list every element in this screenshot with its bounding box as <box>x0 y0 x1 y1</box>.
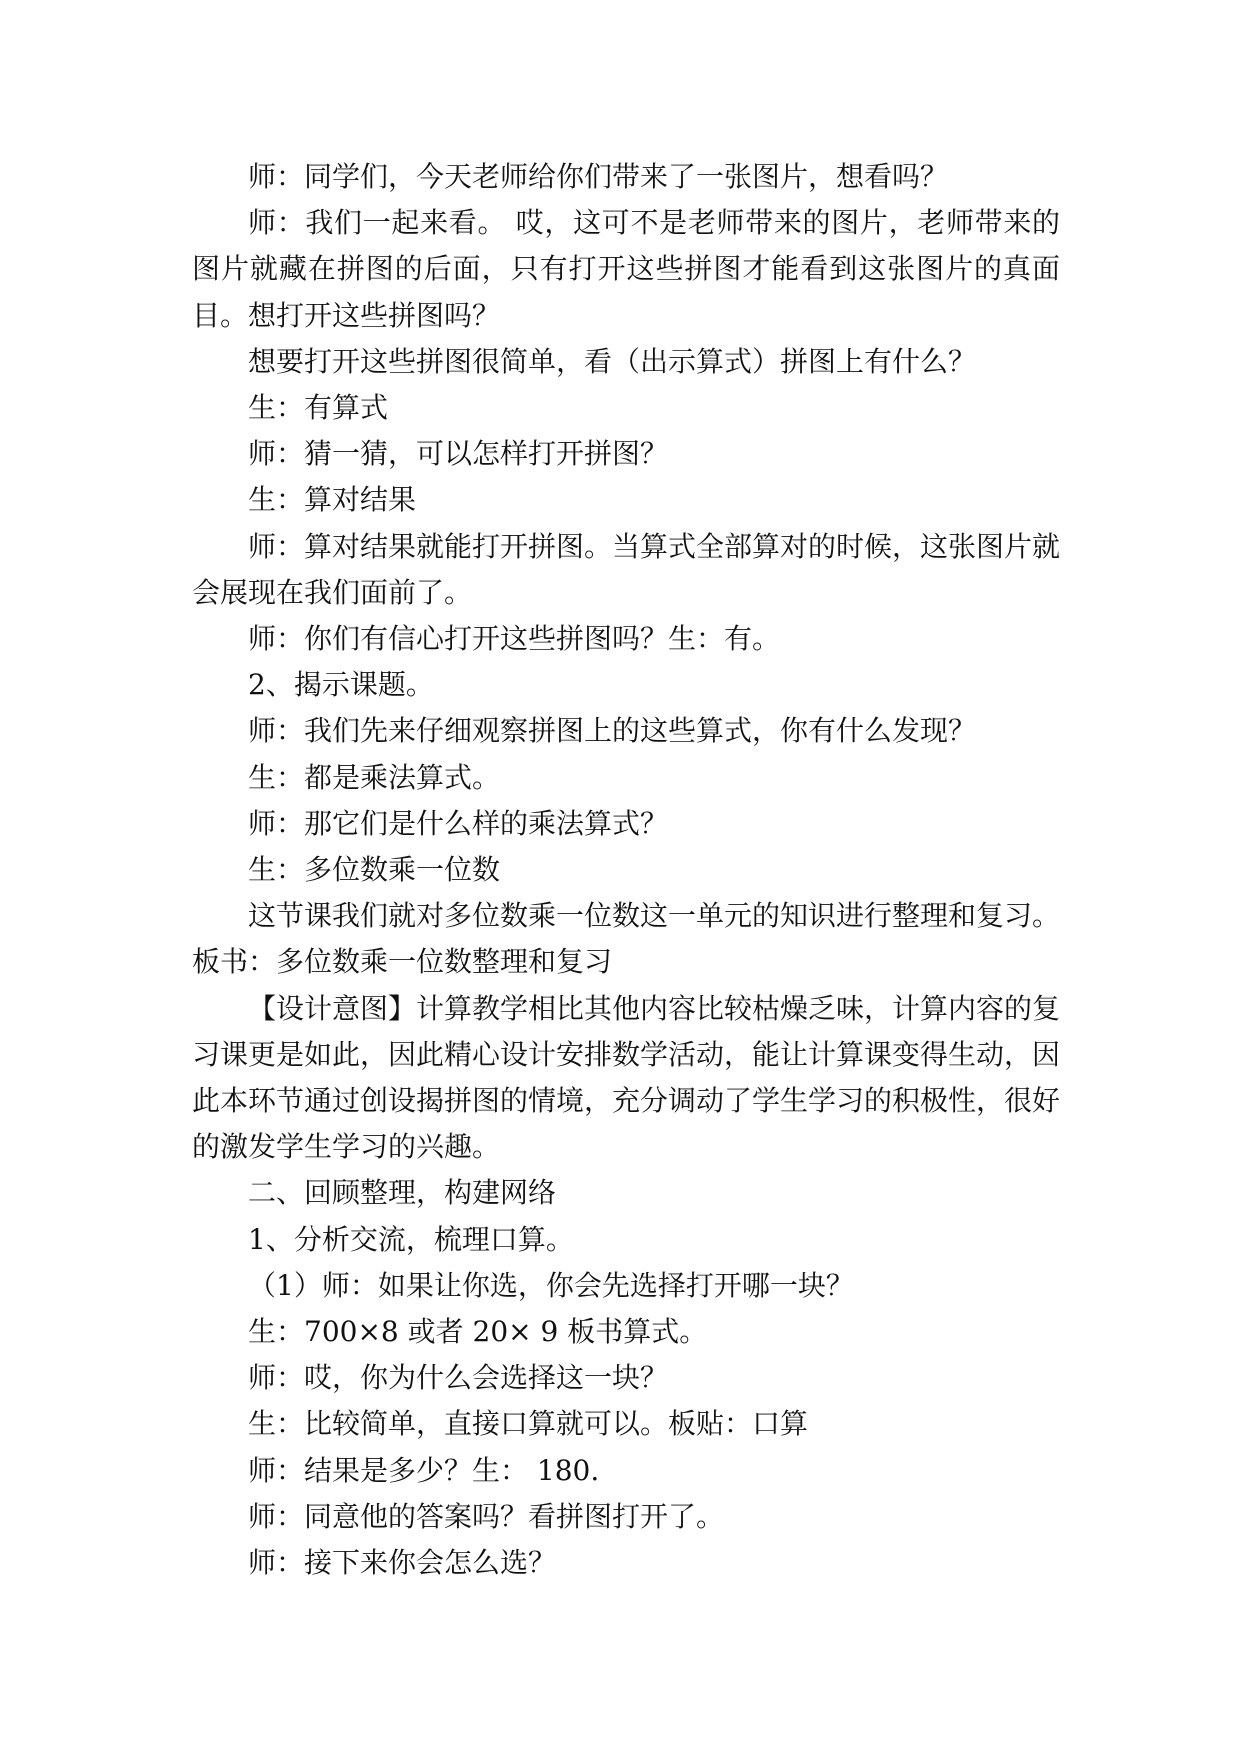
paragraph: 师：结果是多少？生： 180. <box>248 1453 600 1487</box>
paragraph: 师：猜一猜，可以怎样打开拼图？ <box>248 437 669 471</box>
paragraph: 师：我们一起来看。 哎，这可不是老师带来的图片，老师带来的图片就藏在拼图的后面，只有打开这些拼图才能看到这张图片的真面目。想打开这些拼图吗？ <box>192 206 1060 332</box>
paragraph: 师：我们先来仔细观察拼图上的这些算式，你有什么发现？ <box>248 714 977 748</box>
paragraph: 师：同学们，今天老师给你们带来了一张图片，想看吗？ <box>248 160 949 193</box>
section-heading: 2、揭示课题。 <box>248 668 434 702</box>
paragraph: 生：比较简单，直接口算就可以。板贴：口算 <box>248 1407 809 1441</box>
paragraph: 这节课我们就对多位数乘一位数这一单元的知识进行整理和复习。板书：多位数乘一位数整理和复习 <box>192 899 1061 979</box>
paragraph: 师：那它们是什么样的乘法算式？ <box>248 806 669 840</box>
subsection-heading: 1、分析交流，梳理口算。 <box>248 1222 574 1256</box>
paragraph: （1）师：如果让你选，你会先选择打开哪一块？ <box>248 1268 854 1302</box>
design-intent-paragraph: 【设计意图】计算教学相比其他内容比较枯燥乏味，计算内容的复习课更是如此，因此精心设计安排数学活动，能让计算课变得生动，因此本环节通过创设揭拼图的情境，充分调动了学生学习的积极性，很好的激发学生学习的兴趣。 <box>192 991 1061 1164</box>
section-heading: 二、回顾整理，构建网络 <box>248 1176 557 1210</box>
paragraph: 生：有算式 <box>248 391 389 425</box>
paragraph: 师：接下来你会怎么选？ <box>248 1546 557 1580</box>
paragraph: 生：都是乘法算式。 <box>248 760 501 794</box>
paragraph: 师：你们有信心打开这些拼图吗？生：有。 <box>248 622 781 656</box>
paragraph: 想要打开这些拼图很简单，看（出示算式）拼图上有什么？ <box>248 344 977 378</box>
paragraph: 师：哎，你为什么会选择这一块？ <box>248 1361 669 1395</box>
paragraph: 生：多位数乘一位数 <box>248 853 501 887</box>
paragraph: 生：算对结果 <box>248 483 417 517</box>
lesson-transcript <box>192 154 1060 1586</box>
paragraph: 生：700×8 或者 20× 9 板书算式。 <box>248 1315 708 1349</box>
paragraph: 师：同意他的答案吗？看拼图打开了。 <box>248 1499 725 1533</box>
paragraph: 师：算对结果就能打开拼图。当算式全部算对的时候，这张图片就会展现在我们面前了。 <box>192 529 1061 609</box>
